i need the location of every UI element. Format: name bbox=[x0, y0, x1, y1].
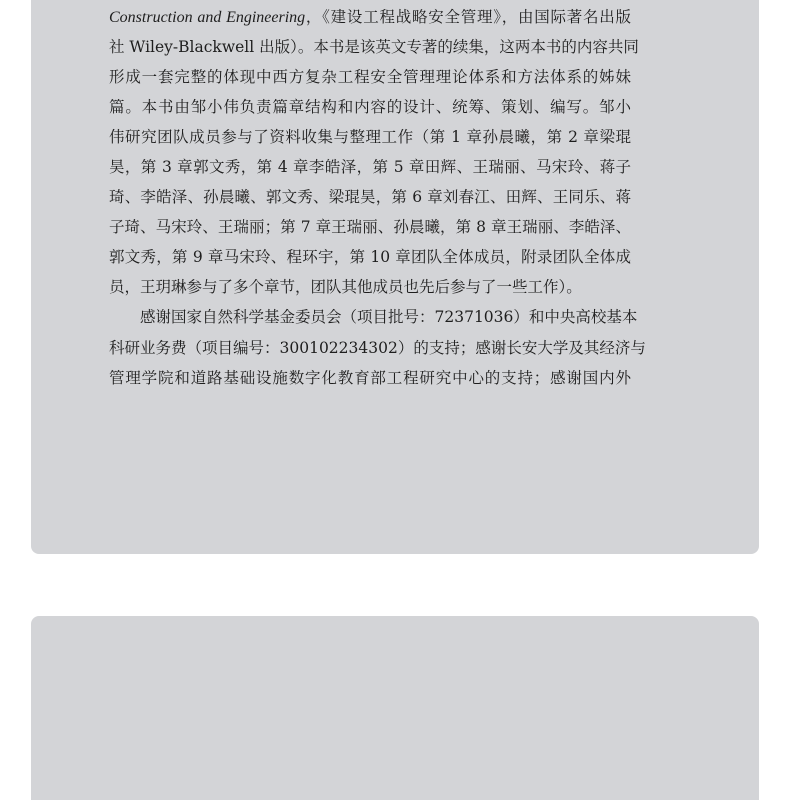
text-line: 子琦、马宋玲、王瑞丽；第 7 章王瑞丽、孙晨曦，第 8 章王瑞丽、李皓泽、 bbox=[109, 218, 631, 236]
empty-card bbox=[31, 616, 759, 800]
text-line: 昊，第 3 章郭文秀，第 4 章李皓泽，第 5 章田辉、王瑞丽、马宋玲、蒋子 bbox=[109, 158, 631, 176]
text-line: 形成一套完整的体现中西方复杂工程安全管理理论体系和方法体系的姊妹 bbox=[109, 68, 631, 86]
text-line-content: ，《建设工程战略安全管理》，由国际著名出版 bbox=[305, 8, 631, 26]
text-line: 科研业务费（项目编号：300102234302）的支持；感谢长安大学及其经济与 bbox=[109, 339, 646, 357]
text-line: 伟研究团队成员参与了资料收集与整理工作（第 1 章孙晨曦，第 2 章梁琨 bbox=[109, 128, 631, 146]
text-line: 篇。本书由邹小伟负责篇章结构和内容的设计、统筹、策划、编写。邹小 bbox=[109, 98, 631, 116]
text-line: 社 Wiley-Blackwell 出版）。本书是该英文专著的续集，这两本书的内容共同 bbox=[109, 38, 639, 56]
text-line bbox=[109, 5, 631, 29]
text-line: 郭文秀，第 9 章马宋玲、程环宇，第 10 章团队全体成员，附录团队全体成 bbox=[109, 248, 631, 266]
text-line: 员，王玥琳参与了多个章节，团队其他成员也先后参与了一些工作）。 bbox=[109, 278, 582, 296]
text-line: 管理学院和道路基础设施数字化教育部工程研究中心的支持；感谢国内外 bbox=[109, 369, 631, 387]
book-title: Construction and Engineering bbox=[109, 9, 306, 26]
text-line: 琦、李皓泽、孙晨曦、郭文秀、梁琨昊，第 6 章刘春江、田辉、王同乐、蒋 bbox=[109, 188, 631, 206]
text-line: 感谢国家自然科学基金委员会（项目批号：72371036）和中央高校基本 bbox=[140, 308, 638, 326]
